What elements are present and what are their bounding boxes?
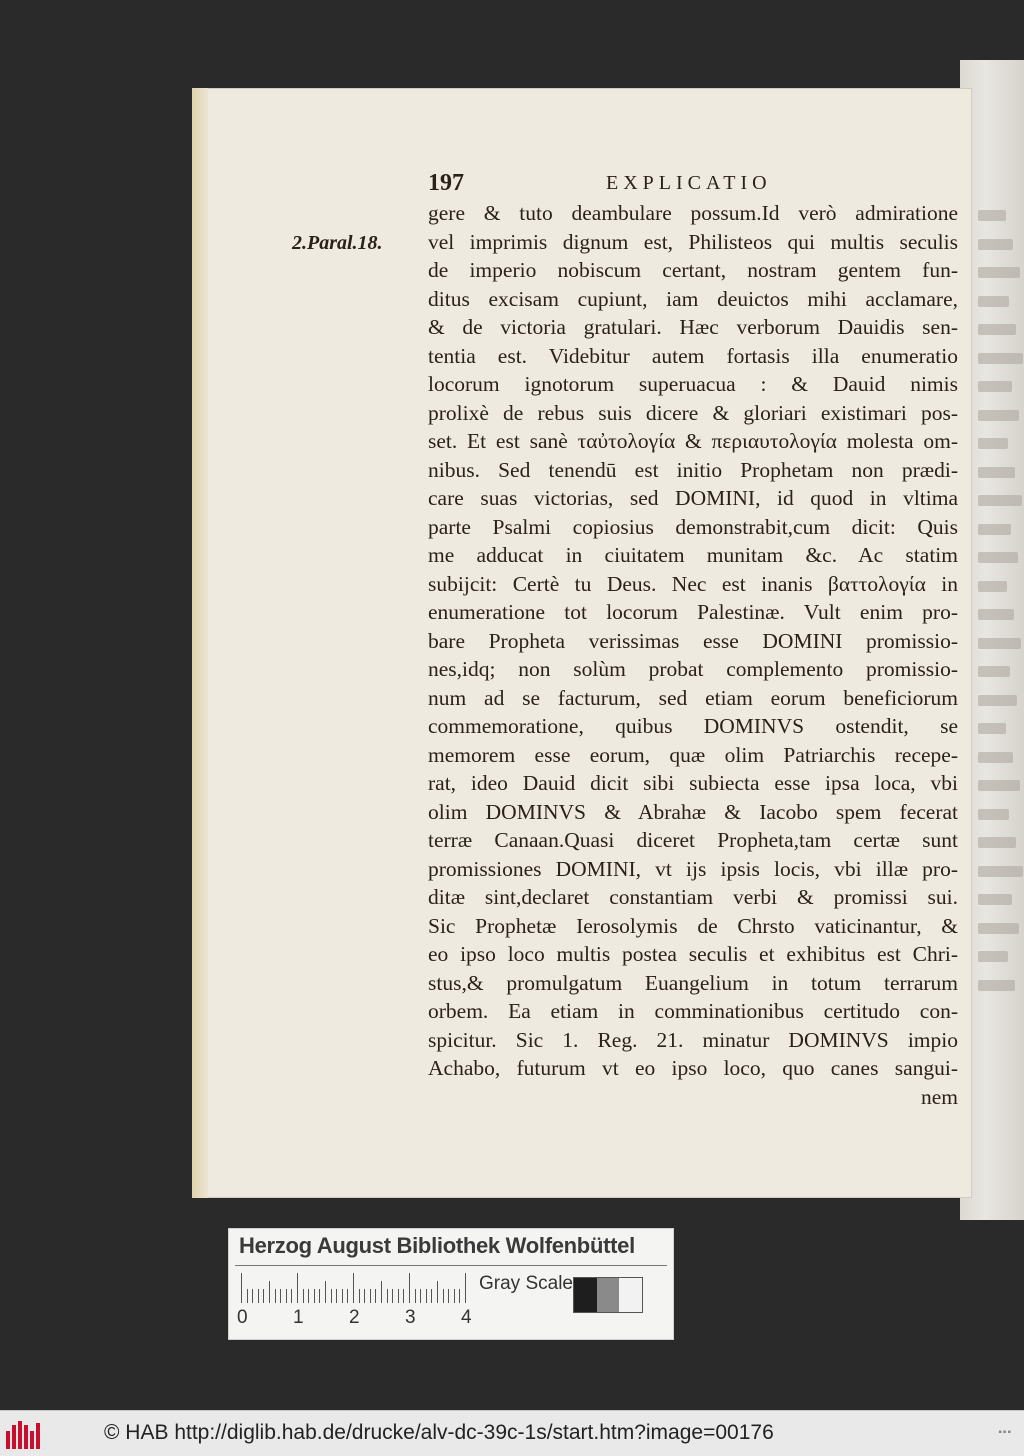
ghost-text-line xyxy=(978,524,1011,535)
ghost-text-line xyxy=(978,923,1019,934)
ruler-tick xyxy=(392,1289,393,1303)
text-line: me adducat in ciuitatem munitam &c. Ac statim xyxy=(428,543,958,567)
ruler-tick xyxy=(314,1289,315,1303)
text-line: locorum ignotorum superuacua : & Dauid nimis xyxy=(428,372,958,396)
ghost-text-line xyxy=(978,780,1020,791)
ghost-text-line xyxy=(978,695,1017,706)
logo-bar xyxy=(24,1425,28,1449)
text-line: nes,idq; non solùm probat complemento promissio- xyxy=(428,657,958,681)
ruler-tick xyxy=(263,1289,264,1303)
ghost-text-line xyxy=(978,980,1015,991)
ruler-tick xyxy=(297,1273,298,1303)
ghost-text-line xyxy=(978,353,1023,364)
ghost-text-line xyxy=(978,210,1006,221)
ruler-tick xyxy=(448,1289,449,1303)
ruler-tick xyxy=(381,1281,382,1303)
running-head: EXPLICATIO xyxy=(606,172,772,194)
ruler-number: 2 xyxy=(349,1307,360,1328)
page-gutter-edge xyxy=(192,88,208,1198)
logo-bar xyxy=(18,1421,22,1449)
ghost-text-line xyxy=(978,410,1019,421)
ruler-tick xyxy=(465,1273,466,1303)
text-line: enumeratione tot locorum Palestinæ. Vult enim pro- xyxy=(428,600,958,624)
text-line: gere & tuto deambulare possum.Id verò admiratione xyxy=(428,201,958,225)
logo-bar xyxy=(6,1431,10,1449)
text-line: de imperio nobiscum certant, nostram gentem fun- xyxy=(428,258,958,282)
ruler-numbers xyxy=(237,1307,477,1331)
grayscale-swatch xyxy=(597,1278,620,1312)
grayscale-label: Gray Scale xyxy=(479,1273,573,1294)
text-line: orbem. Ea etiam in comminationibus certitudo con- xyxy=(428,999,958,1023)
page-header xyxy=(428,170,958,200)
ruler-number: 3 xyxy=(405,1307,416,1328)
text-line: num ad se facturum, sed etiam eorum beneficiorum xyxy=(428,685,958,710)
ghost-text-line xyxy=(978,809,1009,820)
ghost-text-line xyxy=(978,467,1015,478)
copyright-link[interactable]: © HAB http://diglib.hab.de/drucke/alv-dc-39c-1s/start.htm?image=00176 xyxy=(104,1421,774,1444)
body-text xyxy=(428,199,958,1111)
ruler-number: 0 xyxy=(237,1307,248,1328)
ruler-tick xyxy=(443,1289,444,1303)
ghost-text-line xyxy=(978,866,1023,877)
marginal-note: 2.Paral.18. xyxy=(292,232,383,254)
ruler-tick xyxy=(275,1289,276,1303)
ruler-tick xyxy=(325,1281,326,1303)
ruler-tick xyxy=(426,1289,427,1303)
grayscale-swatch xyxy=(619,1278,642,1312)
text-line: prolixè de rebus suis dicere & gloriari existimari pos- xyxy=(428,400,958,425)
ruler-tick xyxy=(280,1289,281,1303)
ghost-text-line xyxy=(978,381,1012,392)
ruler-tick xyxy=(258,1289,259,1303)
ruler-tick xyxy=(403,1289,404,1303)
text-line: & de victoria gratulari. Hæc verborum Dauidis sen- xyxy=(428,315,958,339)
grayscale-swatch xyxy=(574,1278,597,1312)
logo-bar xyxy=(12,1425,16,1449)
page-number: 197 xyxy=(428,170,464,196)
ruler-tick xyxy=(252,1289,253,1303)
text-line: Achabo, futurum vt eo ipso loco, quo canes sangui- xyxy=(428,1056,958,1080)
text-line: promissiones DOMINI, vt ijs ipsis locis, vbi illæ pro- xyxy=(428,856,958,881)
text-line: ditus excisam cupiunt, iam deuictos mihi acclamare, xyxy=(428,286,958,311)
text-line: rat, ideo Dauid dicit sibi subiecta esse ipsa loca, vbi xyxy=(428,771,958,795)
text-line: nibus. Sed tenendū est initio Prophetam non prædi- xyxy=(428,457,958,482)
ghost-text-line xyxy=(978,239,1013,250)
ghost-text-line xyxy=(978,581,1007,592)
text-line: eo ipso loco multis postea seculis et exhibitus est Chri- xyxy=(428,942,958,966)
ruler-tick xyxy=(459,1289,460,1303)
ruler-tick xyxy=(247,1289,248,1303)
ruler-tick xyxy=(375,1289,376,1303)
text-line: commemoratione, quibus DOMINVS ostendit, se xyxy=(428,714,958,738)
ruler-tick xyxy=(331,1289,332,1303)
ruler-tick xyxy=(415,1289,416,1303)
ghost-text-line xyxy=(978,324,1016,335)
ruler-tick xyxy=(409,1273,410,1303)
logo-bar xyxy=(30,1431,34,1449)
ghost-text-line xyxy=(978,951,1008,962)
ruler-scale xyxy=(241,1271,467,1303)
text-line: spicitur. Sic 1. Reg. 21. minatur DOMINVS impio xyxy=(428,1027,958,1052)
ruler-tick xyxy=(437,1281,438,1303)
ghost-text-line xyxy=(978,609,1014,620)
logo-bar xyxy=(36,1423,40,1449)
ghost-text-line xyxy=(978,723,1006,734)
ruler-tick xyxy=(454,1289,455,1303)
text-line: nem xyxy=(920,1084,958,1109)
ghost-text-line xyxy=(978,894,1012,905)
ghost-text-line xyxy=(978,438,1008,449)
ruler-tick xyxy=(342,1289,343,1303)
ghost-text-line xyxy=(978,296,1009,307)
ruler-tick xyxy=(359,1289,360,1303)
ruler-tick xyxy=(370,1289,371,1303)
footer-mark: ▪▪▪ xyxy=(998,1427,1012,1438)
ruler-tick xyxy=(286,1289,287,1303)
ruler-tick xyxy=(353,1273,354,1303)
color-calibration-card xyxy=(228,1228,674,1340)
ghost-text-line xyxy=(978,666,1010,677)
text-line: bare Propheta verissimas esse DOMINI promissio- xyxy=(428,628,958,653)
ruler-tick xyxy=(269,1281,270,1303)
hab-logo-icon xyxy=(6,1419,46,1449)
text-line: ditæ sint,declaret constantiam verbi & promissi sui. xyxy=(428,885,958,909)
ruler-tick xyxy=(308,1289,309,1303)
ruler-tick xyxy=(398,1289,399,1303)
text-line: subijcit: Certè tu Deus. Nec est inanis βαττολογία in xyxy=(428,571,958,596)
ruler-tick xyxy=(303,1289,304,1303)
text-line: Sic Prophetæ Ierosolymis de Chrsto vaticinantur, & xyxy=(428,913,958,938)
text-line: vel imprimis dignum est, Philisteos qui multis seculis xyxy=(428,229,958,254)
library-name: Herzog August Bibliothek Wolfenbüttel xyxy=(239,1233,635,1258)
grayscale-swatches xyxy=(573,1277,643,1313)
ruler-tick xyxy=(291,1289,292,1303)
card-divider xyxy=(235,1265,667,1266)
text-line: care suas victorias, sed DOMINI, id quod in vltima xyxy=(428,486,958,510)
ruler-tick xyxy=(431,1289,432,1303)
text-line: stus,& promulgatum Euangelium in totum terrarum xyxy=(428,970,958,995)
ruler-tick xyxy=(420,1289,421,1303)
ghost-text-line xyxy=(978,638,1021,649)
ruler-number: 1 xyxy=(293,1307,304,1328)
ruler-tick xyxy=(364,1289,365,1303)
ghost-text-line xyxy=(978,837,1016,848)
ruler-tick xyxy=(336,1289,337,1303)
ruler-tick xyxy=(319,1289,320,1303)
text-line: set. Et est sanè ταὐτολογία & περιαυτολογία molesta om- xyxy=(428,429,958,453)
text-line: parte Psalmi copiosius demonstrabit,cum dicit: Quis xyxy=(428,514,958,539)
ghost-text-line xyxy=(978,495,1022,506)
ghost-text-line xyxy=(978,752,1013,763)
ruler-tick xyxy=(387,1289,388,1303)
text-line: terræ Canaan.Quasi diceret Propheta,tam certæ sunt xyxy=(428,828,958,852)
ruler-tick xyxy=(241,1273,242,1303)
ruler-tick xyxy=(347,1289,348,1303)
text-line: olim DOMINVS & Abrahæ & Iacobo spem fecerat xyxy=(428,799,958,824)
ruler-number: 4 xyxy=(461,1307,472,1328)
text-line: tentia est. Videbitur autem fortasis illa enumeratio xyxy=(428,343,958,368)
text-line: memorem esse eorum, quæ olim Patriarchis recepe- xyxy=(428,742,958,767)
ghost-text-line xyxy=(978,267,1020,278)
footer-bar xyxy=(0,1410,1024,1456)
ghost-text-line xyxy=(978,552,1018,563)
